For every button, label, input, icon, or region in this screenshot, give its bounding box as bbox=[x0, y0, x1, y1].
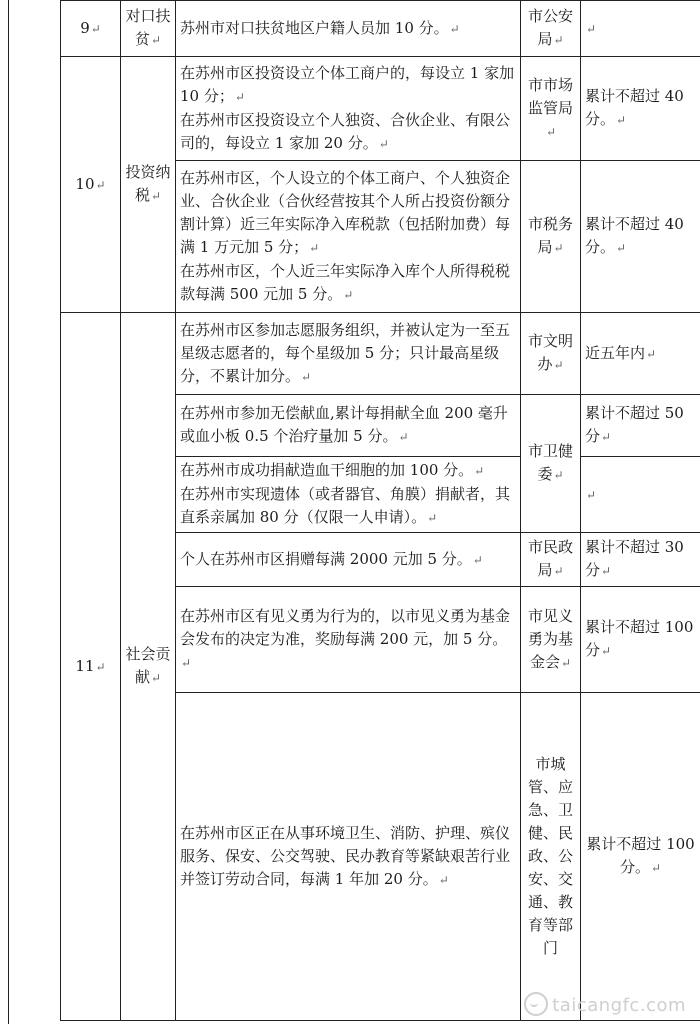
item-note: 累计不超过 30 分↵ bbox=[581, 533, 700, 587]
item-content: 在苏州市参加无偿献血,累计每捐献全血 200 毫升或血小板 0.5 个治疗量加 5 分。↵ bbox=[176, 395, 521, 457]
item-content: 个人在苏州市区捐赠每满 2000 元加 5 分。↵ bbox=[176, 533, 521, 587]
table-row bbox=[61, 1, 700, 57]
item-content: 在苏州市区，个人设立的个体工商户、个人独资企业、合伙企业（合伙经营按其个人所占投资份额分割计算）近三年实际净入库税款（包括附加费）每满 1 万元加 5 分；↵ 在苏州市区，个人近三年实际净入库个人所得税税款每满 500 元加 5 分。↵ bbox=[176, 161, 521, 313]
item-department: 市民政局↵ bbox=[521, 533, 581, 587]
item-category: 投资纳税↵ bbox=[121, 57, 176, 313]
table-row bbox=[61, 313, 700, 395]
item-note: 累计不超过 40 分。↵ bbox=[581, 57, 700, 161]
item-content: 在苏州市区有见义勇为行为的，以市见义勇为基金会发布的决定为准，奖励每满 200 元，加 5 分。↵ bbox=[176, 587, 521, 693]
page-left-border bbox=[8, 0, 9, 1024]
item-department: 市文明办↵ bbox=[521, 313, 581, 395]
item-department: 市税务局↵ bbox=[521, 161, 581, 313]
item-number: 10↵ bbox=[61, 57, 121, 313]
item-department: 市见义勇为基金会↵ bbox=[521, 587, 581, 693]
item-number: 11↵ bbox=[61, 313, 121, 1021]
item-note: 近五年内↵ bbox=[581, 313, 700, 395]
item-note: 累计不超过 40 分。↵ bbox=[581, 161, 700, 313]
item-note: 累计不超过 100 分。↵ bbox=[581, 693, 700, 1021]
item-content: 在苏州市区投资设立个体工商户的，每设立 1 家加 10 分；↵ 在苏州市区投资设立个人独资、合伙企业、有限公司的，每设立 1 家加 20 分。↵ bbox=[176, 57, 521, 161]
item-category: 社会贡献↵ bbox=[121, 313, 176, 1021]
item-content: 在苏州市区正在从事环境卫生、消防、护理、殡仪服务、保安、公交驾驶、民办教育等紧缺艰苦行业并签订劳动合同，每满 1 年加 20 分。↵ bbox=[176, 693, 521, 1021]
item-note: ↵ bbox=[581, 1, 700, 57]
points-policy-table bbox=[60, 0, 700, 1021]
item-content: 在苏州市成功捐献造血干细胞的加 100 分。↵ 在苏州市实现遗体（或者器官、角膜）捐献者，其直系亲属加 80 分（仅限一人申请）。↵ bbox=[176, 457, 521, 533]
item-number: 9↵ bbox=[61, 1, 121, 57]
item-note: ↵ bbox=[581, 457, 700, 533]
watermark-logo-icon bbox=[524, 992, 548, 1016]
item-note: 累计不超过 50 分↵ bbox=[581, 395, 700, 457]
item-department: 市公安局↵ bbox=[521, 1, 581, 57]
item-department: 市城管、应急、卫健、民政、公安、交通、教育等部门 bbox=[521, 693, 581, 1021]
item-note: 累计不超过 100 分↵ bbox=[581, 587, 700, 693]
item-category: 对口扶贫↵ bbox=[121, 1, 176, 57]
item-department: 市市场监管局↵ bbox=[521, 57, 581, 161]
site-watermark: taicangfc.com bbox=[524, 992, 686, 1016]
table-row bbox=[61, 57, 700, 161]
item-content: 在苏州市区参加志愿服务组织，并被认定为一至五星级志愿者的，每个星级加 5 分；只计最高星级分，不累计加分。↵ bbox=[176, 313, 521, 395]
item-department: 市卫健委↵ bbox=[521, 395, 581, 533]
item-content: 苏州市对口扶贫地区户籍人员加 10 分。↵ bbox=[176, 1, 521, 57]
